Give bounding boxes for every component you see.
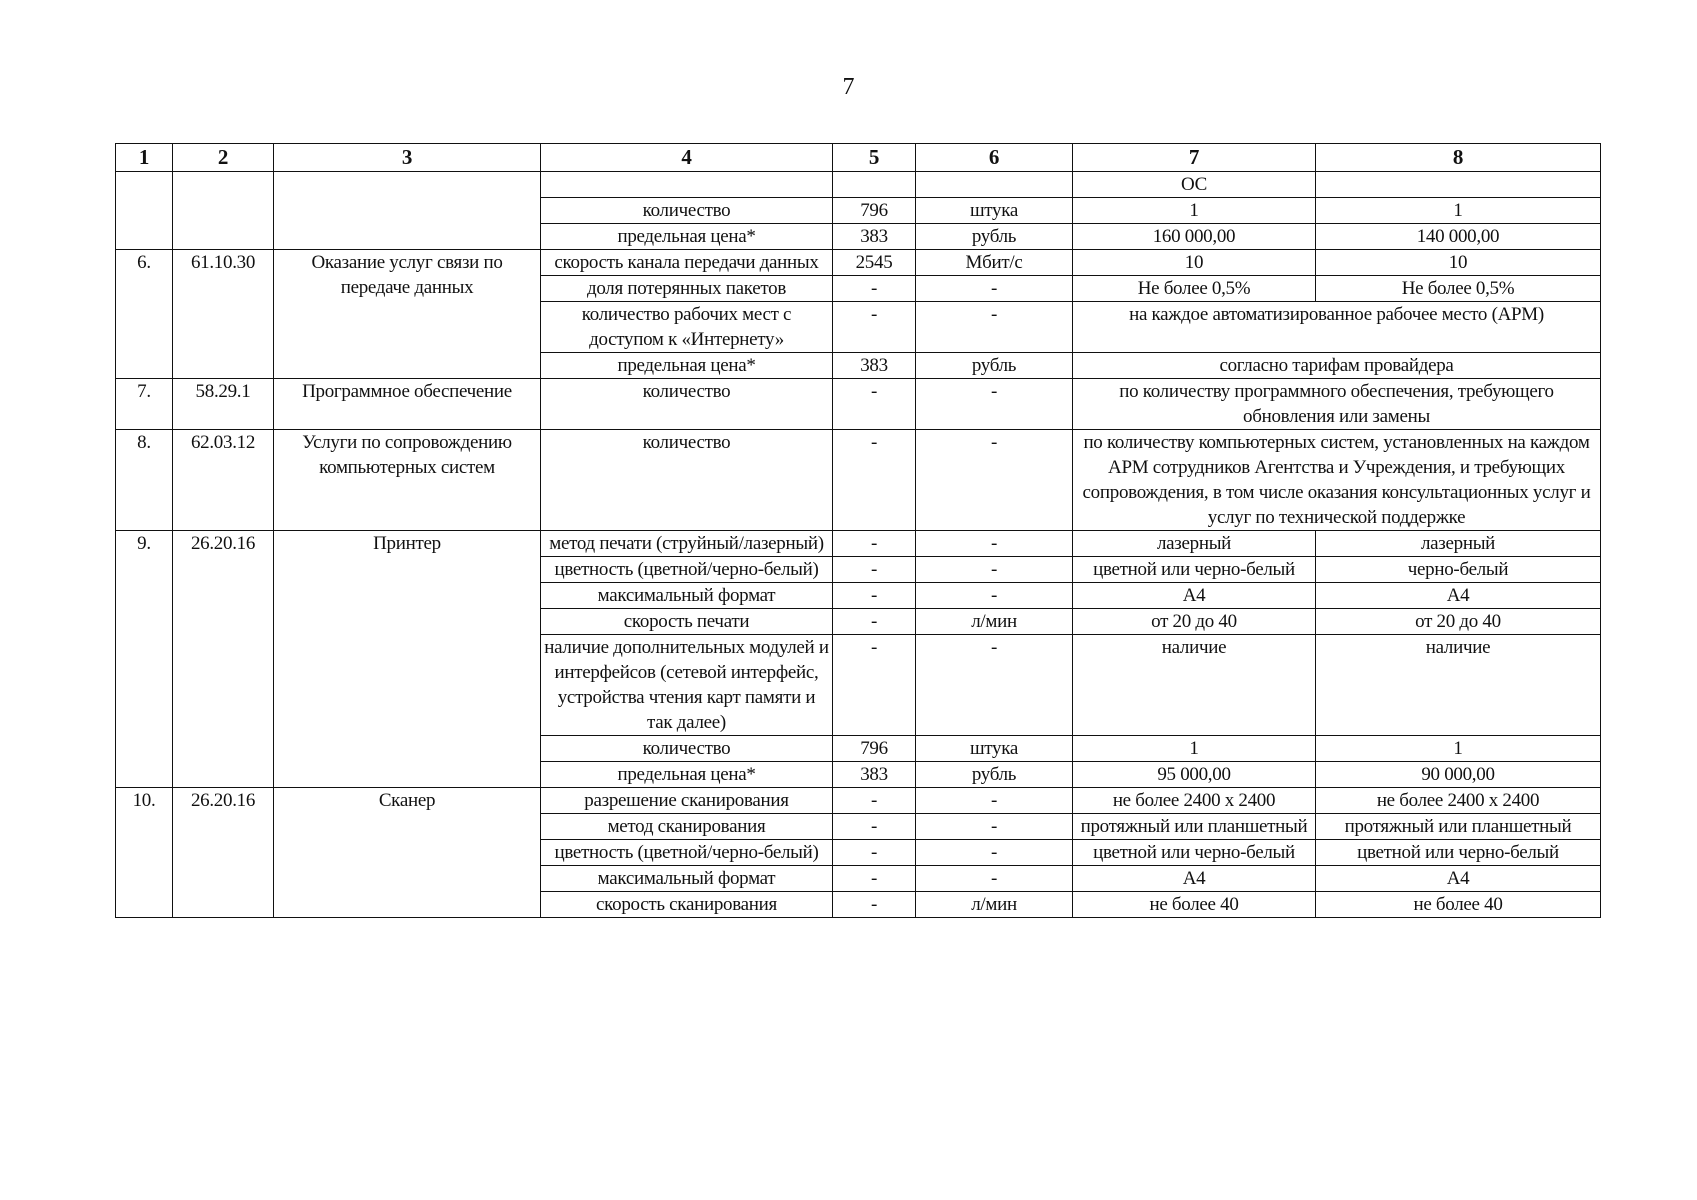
characteristic-cell: скорость сканирования	[541, 892, 833, 918]
value-cell: цветной или черно-белый	[1316, 840, 1601, 866]
unit-cell: Мбит/с	[916, 250, 1073, 276]
unit-cell: -	[916, 531, 1073, 557]
value-cell: не более 2400 х 2400	[1316, 788, 1601, 814]
merged-value-cell: согласно тарифам провайдера	[1073, 353, 1601, 379]
unit-cell: рубль	[916, 224, 1073, 250]
okei-code-cell: -	[833, 531, 916, 557]
merged-value-cell: на каждое автоматизированное рабочее место (АРМ)	[1073, 302, 1601, 353]
characteristic-cell: предельная цена*	[541, 762, 833, 788]
value-cell: протяжный или планшетный	[1073, 814, 1316, 840]
unit-cell: -	[916, 583, 1073, 609]
okei-code-cell: -	[833, 557, 916, 583]
okei-code-cell: 796	[833, 736, 916, 762]
value-cell: наличие	[1316, 635, 1601, 736]
table-row	[116, 430, 1601, 531]
okei-code-cell: -	[833, 276, 916, 302]
characteristic-cell: максимальный формат	[541, 583, 833, 609]
column-header: 2	[173, 144, 274, 172]
value-cell: 10	[1316, 250, 1601, 276]
value-cell: от 20 до 40	[1073, 609, 1316, 635]
empty-cell	[116, 172, 173, 250]
value-cell: А4	[1073, 866, 1316, 892]
characteristic-cell: скорость канала передачи данных	[541, 250, 833, 276]
value-cell: А4	[1073, 583, 1316, 609]
okei-code-cell: -	[833, 635, 916, 736]
page-number: 7	[842, 74, 855, 100]
empty-cell	[916, 172, 1073, 198]
characteristic-cell: разрешение сканирования	[541, 788, 833, 814]
characteristic-cell: доля потерянных пакетов	[541, 276, 833, 302]
column-header: 8	[1316, 144, 1601, 172]
item-name-cell: Программное обеспечение	[274, 379, 541, 430]
table-body	[116, 172, 1601, 918]
okei-code-cell: 383	[833, 353, 916, 379]
unit-cell: штука	[916, 736, 1073, 762]
column-header: 4	[541, 144, 833, 172]
empty-cell	[274, 172, 541, 250]
characteristic-cell: предельная цена*	[541, 353, 833, 379]
row-number-cell: 7.	[116, 379, 173, 430]
unit-cell: -	[916, 840, 1073, 866]
value-cell: черно-белый	[1316, 557, 1601, 583]
column-header: 1	[116, 144, 173, 172]
value-cell: не более 2400 х 2400	[1073, 788, 1316, 814]
column-number-header-row	[116, 144, 1601, 172]
empty-cell	[173, 172, 274, 250]
value-cell: цветной или черно-белый	[1073, 557, 1316, 583]
characteristic-cell: количество	[541, 430, 833, 531]
characteristic-cell: метод сканирования	[541, 814, 833, 840]
unit-cell: -	[916, 866, 1073, 892]
value-cell: наличие	[1073, 635, 1316, 736]
column-header: 5	[833, 144, 916, 172]
okei-code-cell: 2545	[833, 250, 916, 276]
row-number-cell: 9.	[116, 531, 173, 788]
value-cell: цветной или черно-белый	[1073, 840, 1316, 866]
characteristic-cell: количество	[541, 736, 833, 762]
table-row	[116, 172, 1601, 198]
unit-cell: штука	[916, 198, 1073, 224]
item-name-cell: Услуги по сопровождению компьютерных систем	[274, 430, 541, 531]
unit-cell: -	[916, 788, 1073, 814]
unit-cell: -	[916, 635, 1073, 736]
empty-cell	[541, 172, 833, 198]
okei-code-cell: -	[833, 840, 916, 866]
specification-table	[115, 143, 1601, 918]
okei-code-cell: 383	[833, 224, 916, 250]
characteristic-cell: количество рабочих мест с доступом к «Интернету»	[541, 302, 833, 353]
characteristic-cell: цветность (цветной/черно-белый)	[541, 557, 833, 583]
column-header: 3	[274, 144, 541, 172]
okpd-code-cell: 26.20.16	[173, 788, 274, 918]
value-cell: лазерный	[1073, 531, 1316, 557]
item-name-cell: Принтер	[274, 531, 541, 788]
merged-value-cell: по количеству компьютерных систем, установленных на каждом АРМ сотрудников Агентства и Учреждения, и требующих сопровождения, в том числе оказания консультационных услуг и услуг по технической поддержке	[1073, 430, 1601, 531]
value-cell: 1	[1316, 736, 1601, 762]
okpd-code-cell: 62.03.12	[173, 430, 274, 531]
unit-cell: -	[916, 302, 1073, 353]
characteristic-cell: наличие дополнительных модулей и интерфейсов (сетевой интерфейс, устройства чтения карт памяти и так далее)	[541, 635, 833, 736]
value-cell: от 20 до 40	[1316, 609, 1601, 635]
okpd-code-cell: 58.29.1	[173, 379, 274, 430]
characteristic-cell: метод печати (струйный/лазерный)	[541, 531, 833, 557]
value-cell: не более 40	[1073, 892, 1316, 918]
value-cell: 140 000,00	[1316, 224, 1601, 250]
value-cell: А4	[1316, 583, 1601, 609]
okei-code-cell: -	[833, 866, 916, 892]
characteristic-cell: количество	[541, 379, 833, 430]
unit-cell: л/мин	[916, 892, 1073, 918]
table-row	[116, 379, 1601, 430]
unit-cell: -	[916, 276, 1073, 302]
okei-code-cell: -	[833, 788, 916, 814]
value-cell: 10	[1073, 250, 1316, 276]
value-cell: 160 000,00	[1073, 224, 1316, 250]
characteristic-cell: количество	[541, 198, 833, 224]
table-row	[116, 531, 1601, 557]
okei-code-cell: 383	[833, 762, 916, 788]
value-cell: 95 000,00	[1073, 762, 1316, 788]
characteristic-cell: скорость печати	[541, 609, 833, 635]
unit-cell: -	[916, 814, 1073, 840]
characteristic-cell: цветность (цветной/черно-белый)	[541, 840, 833, 866]
unit-cell: рубль	[916, 353, 1073, 379]
okei-code-cell: -	[833, 430, 916, 531]
okei-code-cell: -	[833, 814, 916, 840]
value-cell: Не более 0,5%	[1073, 276, 1316, 302]
column-header: 7	[1073, 144, 1316, 172]
unit-cell: -	[916, 430, 1073, 531]
unit-cell: л/мин	[916, 609, 1073, 635]
okei-code-cell: -	[833, 302, 916, 353]
value-cell: 1	[1073, 198, 1316, 224]
item-name-cell: Оказание услуг связи по передаче данных	[274, 250, 541, 379]
okpd-code-cell: 61.10.30	[173, 250, 274, 379]
value-cell: не более 40	[1316, 892, 1601, 918]
item-name-cell: Сканер	[274, 788, 541, 918]
empty-cell	[1316, 172, 1601, 198]
okei-code-cell: -	[833, 892, 916, 918]
value-cell: лазерный	[1316, 531, 1601, 557]
value-cell: протяжный или планшетный	[1316, 814, 1601, 840]
row-number-cell: 10.	[116, 788, 173, 918]
unit-cell: -	[916, 379, 1073, 430]
value-cell: Не более 0,5%	[1316, 276, 1601, 302]
okei-code-cell: -	[833, 379, 916, 430]
row-number-cell: 8.	[116, 430, 173, 531]
unit-cell: -	[916, 557, 1073, 583]
value-cell: А4	[1316, 866, 1601, 892]
okei-code-cell: 796	[833, 198, 916, 224]
value-cell: ОС	[1073, 172, 1316, 198]
characteristic-cell: предельная цена*	[541, 224, 833, 250]
unit-cell: рубль	[916, 762, 1073, 788]
value-cell: 1	[1073, 736, 1316, 762]
table-row	[116, 250, 1601, 276]
row-number-cell: 6.	[116, 250, 173, 379]
value-cell: 90 000,00	[1316, 762, 1601, 788]
characteristic-cell: максимальный формат	[541, 866, 833, 892]
empty-cell	[833, 172, 916, 198]
merged-value-cell: по количеству программного обеспечения, требующего обновления или замены	[1073, 379, 1601, 430]
okpd-code-cell: 26.20.16	[173, 531, 274, 788]
column-header: 6	[916, 144, 1073, 172]
okei-code-cell: -	[833, 583, 916, 609]
table-row	[116, 788, 1601, 814]
value-cell: 1	[1316, 198, 1601, 224]
okei-code-cell: -	[833, 609, 916, 635]
